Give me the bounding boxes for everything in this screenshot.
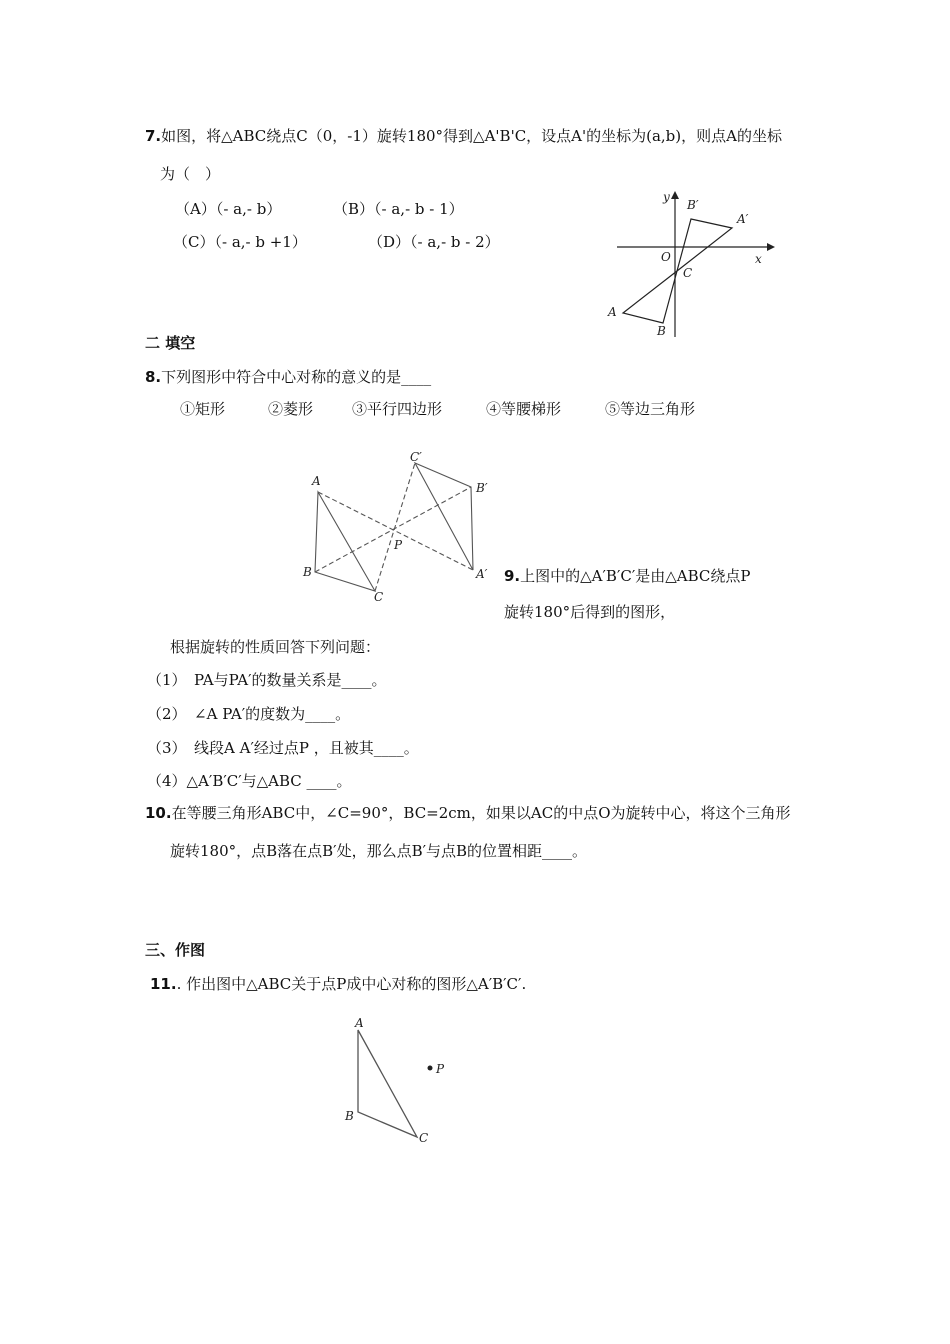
q10-stem-line1 — [145, 803, 791, 823]
q9-label-a: A — [312, 474, 321, 488]
section-2-title: 二 填空 — [145, 334, 196, 352]
q7-y-arrow — [671, 191, 679, 199]
q11-stem — [150, 974, 526, 994]
q9-rotation-figure — [295, 445, 505, 610]
q7-label-a1: A′ — [737, 212, 749, 226]
q10-number: 10. — [145, 804, 172, 822]
section-3-title: 三、作图 — [145, 941, 206, 959]
q11-label-p: P — [436, 1062, 445, 1076]
q7-stem-line2: 为（ ） — [160, 165, 221, 183]
q7-label-a: A — [608, 305, 617, 319]
q7-label-y: y — [663, 190, 670, 204]
q9-intro: 根据旋转的性质回答下列问题： — [170, 638, 381, 656]
q8-choice-2: ②菱形 — [268, 400, 314, 418]
q9-label-b: B — [303, 565, 312, 579]
q11-label-a: A — [355, 1016, 364, 1030]
q7-label-c: C — [683, 266, 693, 280]
q10-stem-text: 在等腰三角形ABC中，∠C=90°，BC=2cm，如果以AC的中点O为旋转中心，将这个三角形 — [171, 804, 791, 822]
q9-line-a-a1 — [318, 492, 473, 570]
q7-triangle-image — [677, 219, 732, 271]
q7-label-b1: B′ — [687, 198, 699, 212]
q8-choice-4: ④等腰梯形 — [486, 400, 562, 418]
q9-stem-line1 — [504, 566, 750, 586]
q11-label-b: B — [345, 1109, 354, 1123]
q8-stem — [145, 367, 431, 387]
q7-option-c: （C）（- a,- b +1） — [173, 233, 307, 251]
q7-number: 7. — [145, 127, 162, 145]
q11-stem-text: . 作出图中△ABC关于点P成中心对称的图形△A′B′C′. — [176, 975, 527, 993]
q9-line-c-c1 — [375, 463, 415, 591]
q7-option-d: （D）（- a,- b - 2） — [368, 233, 500, 251]
q11-point-p — [428, 1066, 433, 1071]
q9-label-a1: A′ — [476, 567, 488, 581]
q11-label-c: C — [419, 1131, 429, 1145]
q7-label-o: O — [661, 250, 671, 264]
q9-line-b-b1 — [315, 487, 471, 572]
q9-stem-text: 上图中的△A′B′C′是由△ABC绕点P — [520, 567, 751, 585]
q8-stem-text: 下列图形中符合中心对称的意义的是____ — [161, 368, 432, 386]
q7-label-x: x — [755, 252, 762, 266]
q11-number: 11. — [150, 975, 177, 993]
q9-triangle-a1b1c1 — [415, 463, 473, 570]
q9-stem-line2: 旋转180°后得到的图形， — [504, 603, 676, 621]
q8-choice-1: ①矩形 — [180, 400, 226, 418]
q10-stem-line2: 旋转180°，点B落在点B′处，那么点B′与点B的位置相距____。 — [170, 842, 588, 860]
q9-item-1: （1） PA与PA′的数量关系是____。 — [147, 671, 387, 689]
q7-triangle-original — [623, 271, 677, 323]
q8-choice-5: ⑤等边三角形 — [605, 400, 696, 418]
q8-number: 8. — [145, 368, 162, 386]
q7-coordinate-figure — [595, 185, 780, 345]
q7-stem-text: 如图，将△ABC绕点C（0，-1）旋转180°得到△A'B'C，设点A'的坐标为(a,b)，则点A的坐标 — [161, 127, 782, 145]
q9-label-p: P — [394, 538, 403, 552]
q9-number: 9. — [504, 567, 521, 585]
q9-label-b1: B′ — [476, 481, 488, 495]
q11-triangle-abc — [358, 1030, 417, 1137]
q7-label-b: B — [657, 324, 666, 338]
q9-item-3: （3） 线段A A′经过点P ，且被其____。 — [147, 739, 419, 757]
q7-x-arrow — [767, 243, 775, 251]
q7-stem-line1 — [145, 126, 782, 146]
q9-label-c1: C′ — [410, 450, 422, 464]
q9-triangle-abc — [315, 492, 375, 591]
q8-choice-3: ③平行四边形 — [352, 400, 443, 418]
q7-option-a: （A）（- a,- b） — [175, 200, 282, 218]
q7-option-b: （B）（- a,- b - 1） — [333, 200, 464, 218]
q9-label-c: C — [374, 590, 384, 604]
q11-triangle-figure — [335, 1010, 460, 1150]
q9-item-4: （4）△A′B′C′与△ABC ____。 — [147, 772, 352, 790]
q9-item-2: （2） ∠A PA′的度数为____。 — [147, 705, 351, 723]
